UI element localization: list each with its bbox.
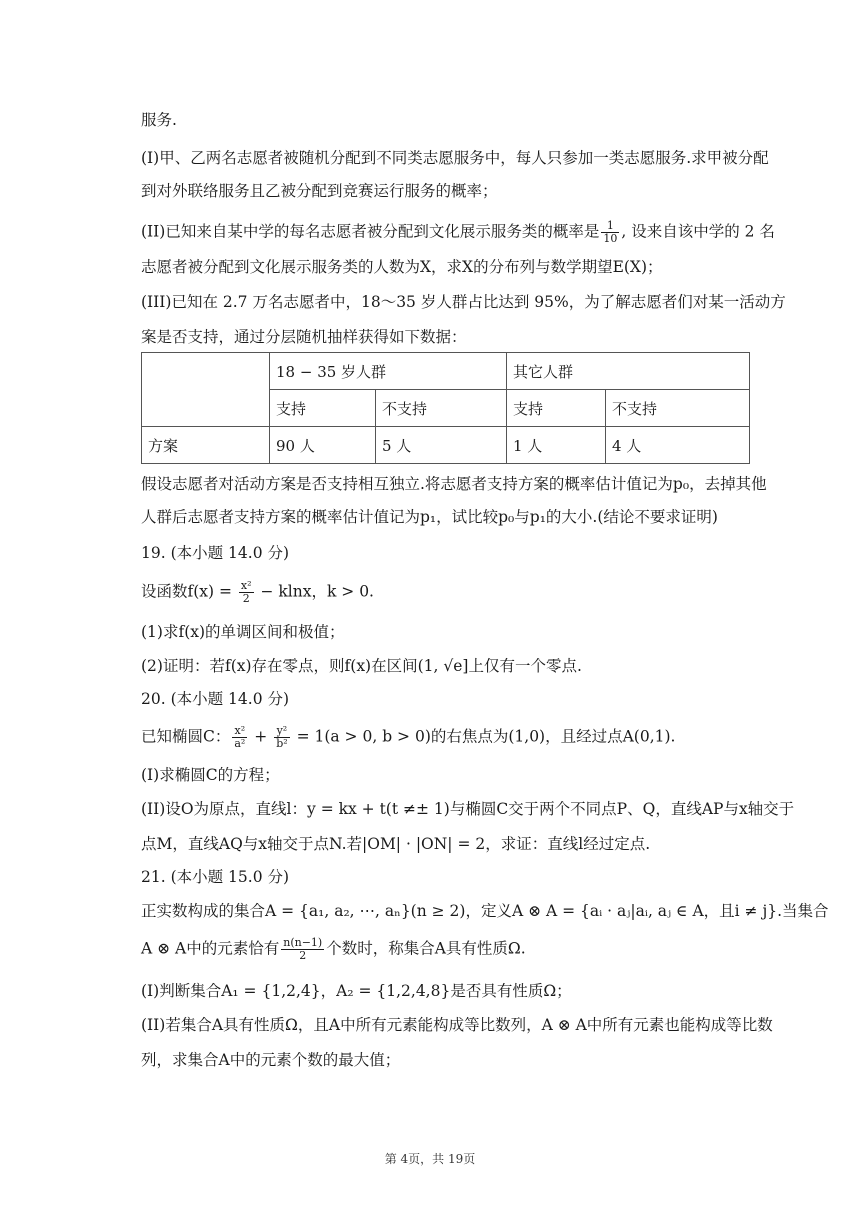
fraction — [601, 220, 619, 245]
table-row — [142, 353, 750, 390]
text-line — [141, 937, 751, 962]
text-line: (II)若集合A具有性质Ω，且A中所有元素能构成等比数列，A ⊗ A中所有元素也能构成等比数 — [141, 1016, 773, 1034]
text-line: 案是否支持，通过分层随机抽样获得如下数据： — [141, 328, 467, 346]
fraction-denominator: 2 — [242, 592, 250, 605]
table-cell: 1 人 — [507, 427, 606, 464]
table-cell-empty — [142, 353, 270, 427]
table-header: 支持 — [270, 390, 376, 427]
fraction — [274, 725, 289, 750]
text-line: 志愿者被分配到文化展示服务类的人数为X，求X的分布列与数学期望E(X)； — [141, 258, 663, 276]
text-line: (1)求f(x)的单调区间和极值； — [141, 623, 345, 641]
fraction — [232, 725, 247, 750]
text-segment: 设函数f(x) = — [141, 582, 237, 601]
text-line: (2)证明：若f(x)存在零点，则f(x)在区间(1, √e]上仅有一个零点. — [141, 657, 582, 675]
text-segment: = 1(a > 0, b > 0)的右焦点为(1,0)，且经过点A(0,1). — [291, 727, 676, 746]
fraction-denominator: 10 — [603, 232, 618, 245]
fraction — [281, 937, 324, 962]
text-line: 列，求集合A中的元素个数的最大值； — [141, 1051, 401, 1069]
text-segment: − klnx，k > 0. — [255, 582, 374, 601]
text-segment: 已知椭圆C： — [141, 727, 231, 746]
page-footer: 第 4页，共 19页 — [384, 1152, 476, 1166]
table-row-label: 方案 — [142, 427, 270, 464]
table-header-group: 其它人群 — [507, 353, 750, 390]
text-line: 服务. — [141, 111, 177, 129]
table-header: 支持 — [507, 390, 606, 427]
text-segment: 个数时，称集合A具有性质Ω. — [326, 939, 526, 958]
table-row — [142, 427, 750, 464]
text-line: (I)求椭圆C的方程； — [141, 766, 280, 784]
fraction-denominator: 2 — [299, 949, 307, 962]
question-part-2 — [141, 219, 775, 245]
survey-table — [141, 352, 750, 464]
fraction-denominator: b² — [276, 737, 288, 750]
text-segment: (II)已知来自某中学的每名志愿者被分配到文化展示服务类的概率是 — [141, 222, 600, 241]
table-cell: 90 人 — [270, 427, 376, 464]
text-line: 正实数构成的集合A = {a₁, a₂, ⋯, aₙ}(n ≥ 2)，定义A ⊗ A = {aᵢ · aⱼ|aᵢ, aⱼ ∈ A，且i ≠ j}.当集合 — [141, 902, 829, 920]
text-line: 到对外联络服务且乙被分配到竞赛运行服务的概率； — [141, 182, 498, 200]
text-line: (II)设O为原点，直线l：y = kx + t(t ≠± 1)与椭圆C交于两个不同点P、Q，直线AP与x轴交于 — [141, 800, 795, 818]
text-segment: , 设来自该中学的 2 名 — [621, 222, 775, 241]
question-heading: 21. (本小题 15.0 分) — [141, 868, 290, 886]
question-part-3: (III)已知在 2.7 万名志愿者中，18～35 岁人群占比达到 95%，为了解志愿者们对某一活动方 — [141, 293, 786, 311]
fraction-numerator: x² — [240, 579, 252, 592]
fraction-numerator: y² — [274, 725, 289, 738]
table-header: 不支持 — [376, 390, 507, 427]
text-segment: A ⊗ A中的元素恰有 — [141, 939, 280, 958]
text-line: 人群后志愿者支持方案的概率估计值记为p₁，试比较p₀与p₁的大小.(结论不要求证明) — [141, 508, 718, 526]
text-line: 点M，直线AQ与x轴交于点N.若|OM| · |ON| = 2，求证：直线l经过定点. — [141, 835, 651, 853]
fraction — [239, 580, 254, 605]
text-line: 假设志愿者对活动方案是否支持相互独立.将志愿者支持方案的概率估计值记为p₀，去掉其他 — [141, 475, 767, 493]
fraction-denominator: a² — [234, 737, 246, 750]
question-heading: 19. (本小题 14.0 分) — [141, 544, 290, 562]
text-line — [141, 580, 751, 605]
fraction-numerator: x² — [232, 725, 247, 738]
table-header-group: 18 − 35 岁人群 — [270, 353, 507, 390]
question-part-1: (I)甲、乙两名志愿者被随机分配到不同类志愿服务中，每人只参加一类志愿服务.求甲被分配 — [141, 149, 769, 167]
fraction-numerator: 1 — [601, 220, 619, 233]
question-heading: 20. (本小题 14.0 分) — [141, 690, 290, 708]
text-line: (I)判断集合A₁ = {1,2,4}，A₂ = {1,2,4,8}是否具有性质Ω； — [141, 982, 572, 1000]
fraction-numerator: n(n−1) — [283, 936, 323, 949]
table-cell: 5 人 — [376, 427, 507, 464]
text-segment: + — [249, 727, 273, 746]
table-header: 不支持 — [606, 390, 750, 427]
table-cell: 4 人 — [606, 427, 750, 464]
text-line — [141, 725, 751, 750]
